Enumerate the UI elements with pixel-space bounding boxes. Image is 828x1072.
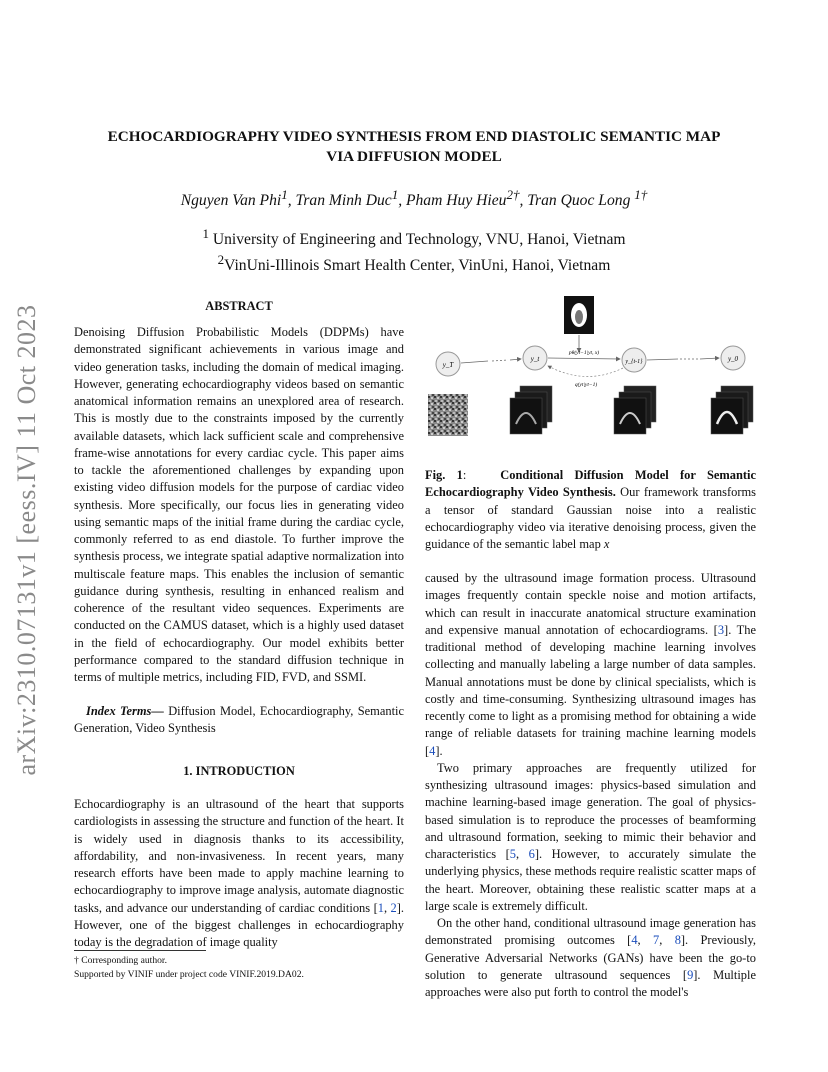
frame-stack-t — [510, 386, 552, 434]
abstract-text: Denoising Diffusion Probabilistic Models (DDPMs) have demonstrated significant achievements in various image and video generation tasks, including the domain of medical imaging. However, generating echocardiography videos based on semantic anatomical information remains an unexplored area of research. This is mostly due to the constraints imposed by the currently available datasets, which lack sufficient scale and comprehensive frame-wise annotations for every cardiac cycle. This paper aims to tackle the aforementioned challenges by expanding upon existing video diffusion models for the purpose of cardiac video synthesis. More specifically, our focus lies in generating video using semantic maps of the initial frame during the cardiac cycle, commonly referred to as end diastole. To further improve the synthesis process, we integrate spatial adaptive normalization into multiscale feature maps. This enables the inclusion of semantic guidance during synthesis, resulting in enhanced realism and coherence of the resultant video sequences. Experiments are conducted on the CAMUS dataset, which is a highly used dataset in the field of echocardiography. Our model exhibits better performance compared to the standard diffusion technique in terms of multiple metrics, including FID, FVD, and SSMI. — [74, 325, 404, 684]
body-text: Two primary approaches are frequently utilized for synthesizing ultrasound images: physics-based simulation and machine learning-based image generation. The goal of physics-based simulation is to reproduce the processes of beamforming and ultrasound formation, seeking to mimic their behavior and characteristics [ — [425, 760, 756, 861]
body-text: ]. Multiple approaches were also put forth to control the model's — [425, 967, 756, 999]
citation-link[interactable]: 3 — [717, 622, 725, 637]
body-text: caused by the ultrasound image formation process. Ultrasound images frequently contain speckle noise and motion artifacts, which can result in inaccurate anatomical structure examination and expensive manual annotation of echocardiograms. [ — [425, 571, 756, 637]
footnote-funding: Supported by VINIF under project code VINIF.2019.DA02. — [74, 969, 304, 980]
body-text: ]. Previously, Generative Adversarial Networks (GANs) have been the go-to solution to generate ultrasound sequences [ — [425, 933, 757, 982]
body-text: ]. However, to accurately simulate the underlying physics, these methods require realistic scatter maps of the heart. Moreover, obtaining these realistic scatter maps at a large scale is extremely difficult. — [425, 847, 756, 913]
index-terms-label: Index Terms— — [86, 704, 164, 718]
affiliation-mark: 1 — [202, 226, 209, 241]
footnote-rule — [74, 950, 206, 951]
citation-link[interactable]: 5 — [509, 847, 517, 861]
arxiv-watermark — [0, 300, 57, 780]
author-name: Nguyen Van Phi — [180, 192, 282, 210]
abstract-heading: ABSTRACT — [205, 299, 273, 313]
intro-text: Echocardiography is an ultrasound of the heart that supports cardiologists in assessing the structure and function of the heart. It is widely used in diagnosis thanks to its accessibility, affordability, and non-invasiveness. In recent years, many research efforts have been made to apply machine learning to echocardiography to improve image analysis, automate diagnostic tasks, and advance our understanding of cardiac conditions [ — [74, 797, 404, 915]
citation-link[interactable]: 4 — [429, 743, 436, 758]
caption-variable: x — [603, 537, 610, 551]
author-name: Pham Huy Hieu — [405, 192, 507, 210]
author-affil-mark: 1 — [391, 187, 399, 202]
author-separator: , — [519, 192, 528, 210]
author-name: Tran Minh Duc — [295, 192, 392, 210]
abstract-body — [74, 324, 404, 686]
author-name: Tran Quoc Long — [527, 192, 635, 210]
figure-diffusion-diagram — [428, 294, 758, 444]
citation-link[interactable]: 1 — [377, 900, 384, 915]
author-list — [80, 187, 748, 210]
author-separator: , — [398, 192, 406, 210]
citation-link[interactable]: 9 — [687, 967, 694, 982]
node-y0-label: y_0 — [727, 355, 739, 363]
citation-separator: , — [383, 900, 391, 915]
affiliations — [80, 224, 748, 276]
intro-body — [74, 796, 404, 951]
noise-image — [428, 394, 468, 436]
citation-link[interactable]: 7 — [653, 933, 660, 948]
citation-separator: , — [659, 933, 675, 948]
citation-separator: , — [637, 933, 653, 948]
forward-process-label: q(yt|yt−1) — [574, 382, 598, 388]
body-text: ]. — [435, 743, 443, 758]
body-text: On the other hand, conditional ultrasound image generation has demonstrated promising outcomes [ — [425, 916, 756, 948]
caption-label: Fig. 1 — [425, 468, 463, 482]
footnote-corresponding: † Corresponding author. — [74, 955, 167, 966]
citation-separator: , — [516, 847, 529, 861]
caption-text: Our framework transforms a tensor of standard Gaussian noise into a realistic echocardiography video via iterative denoising process, given the guidance of the semantic label map — [425, 485, 756, 551]
index-terms — [74, 703, 404, 738]
arxiv-id: arXiv:2310.07131v1 [eess.IV] 11 Oct 2023 — [12, 304, 41, 776]
caption-title: Conditional Diffusion Model for Semantic Echocardiography Video Synthesis. — [425, 468, 757, 500]
node-yT-label: y_T — [442, 361, 454, 369]
index-terms-text: Diffusion Model, Echocardiography, Semantic Generation, Video Synthesis — [74, 704, 405, 736]
affiliation-line — [80, 224, 748, 250]
citation-link[interactable]: 4 — [631, 933, 638, 948]
title-line-1: ECHOCARDIOGRAPHY VIDEO SYNTHESIS FROM END DIASTOLIC SEMANTIC MAP — [107, 128, 721, 145]
author-affil-mark: 1 — [281, 187, 288, 202]
affiliation-line — [80, 250, 748, 276]
node-yt-label: y_t — [530, 355, 540, 363]
intro-continued — [425, 570, 756, 1001]
citation-link[interactable]: 6 — [528, 847, 535, 861]
affiliation-text: VinUni-Illinois Smart Health Center, VinUni, Hanoi, Vietnam — [224, 257, 611, 275]
caption-colon: : — [462, 468, 467, 482]
reverse-process-label: pθ(yt−1|yt, x) — [568, 350, 600, 356]
affiliation-text: University of Engineering and Technology, VNU, Hanoi, Vietnam — [208, 231, 626, 249]
affiliation-mark: 2 — [217, 252, 225, 268]
paper-title — [80, 127, 748, 167]
citation-link[interactable]: 8 — [674, 933, 681, 948]
intro-text: ]. However, one of the biggest challenges in echocardiography today is the degradation of image quality — [74, 900, 405, 949]
frame-stack-t-minus-1 — [614, 386, 656, 434]
citation-link[interactable]: 2 — [390, 900, 397, 915]
frame-stack-0 — [711, 386, 753, 434]
figure-caption — [425, 467, 756, 553]
author-affil-mark: 2† — [506, 187, 520, 202]
title-line-2: VIA DIFFUSION MODEL — [326, 148, 502, 165]
author-affil-mark: 1† — [634, 187, 648, 202]
intro-heading: 1. INTRODUCTION — [183, 764, 295, 778]
body-text: ]. The traditional method of developing machine learning involves collecting and manually labeling a large number of data samples. Manual annotations must be done by clinical specialists, which is costly and time-consuming. Synthesizing ultrasound images has recently come to light as a promising method for obtaining a wide range of reliable datasets for training machine learning models [ — [425, 622, 756, 758]
node-yt1-label: y_{t-1} — [625, 359, 643, 365]
author-separator: , — [287, 192, 296, 210]
